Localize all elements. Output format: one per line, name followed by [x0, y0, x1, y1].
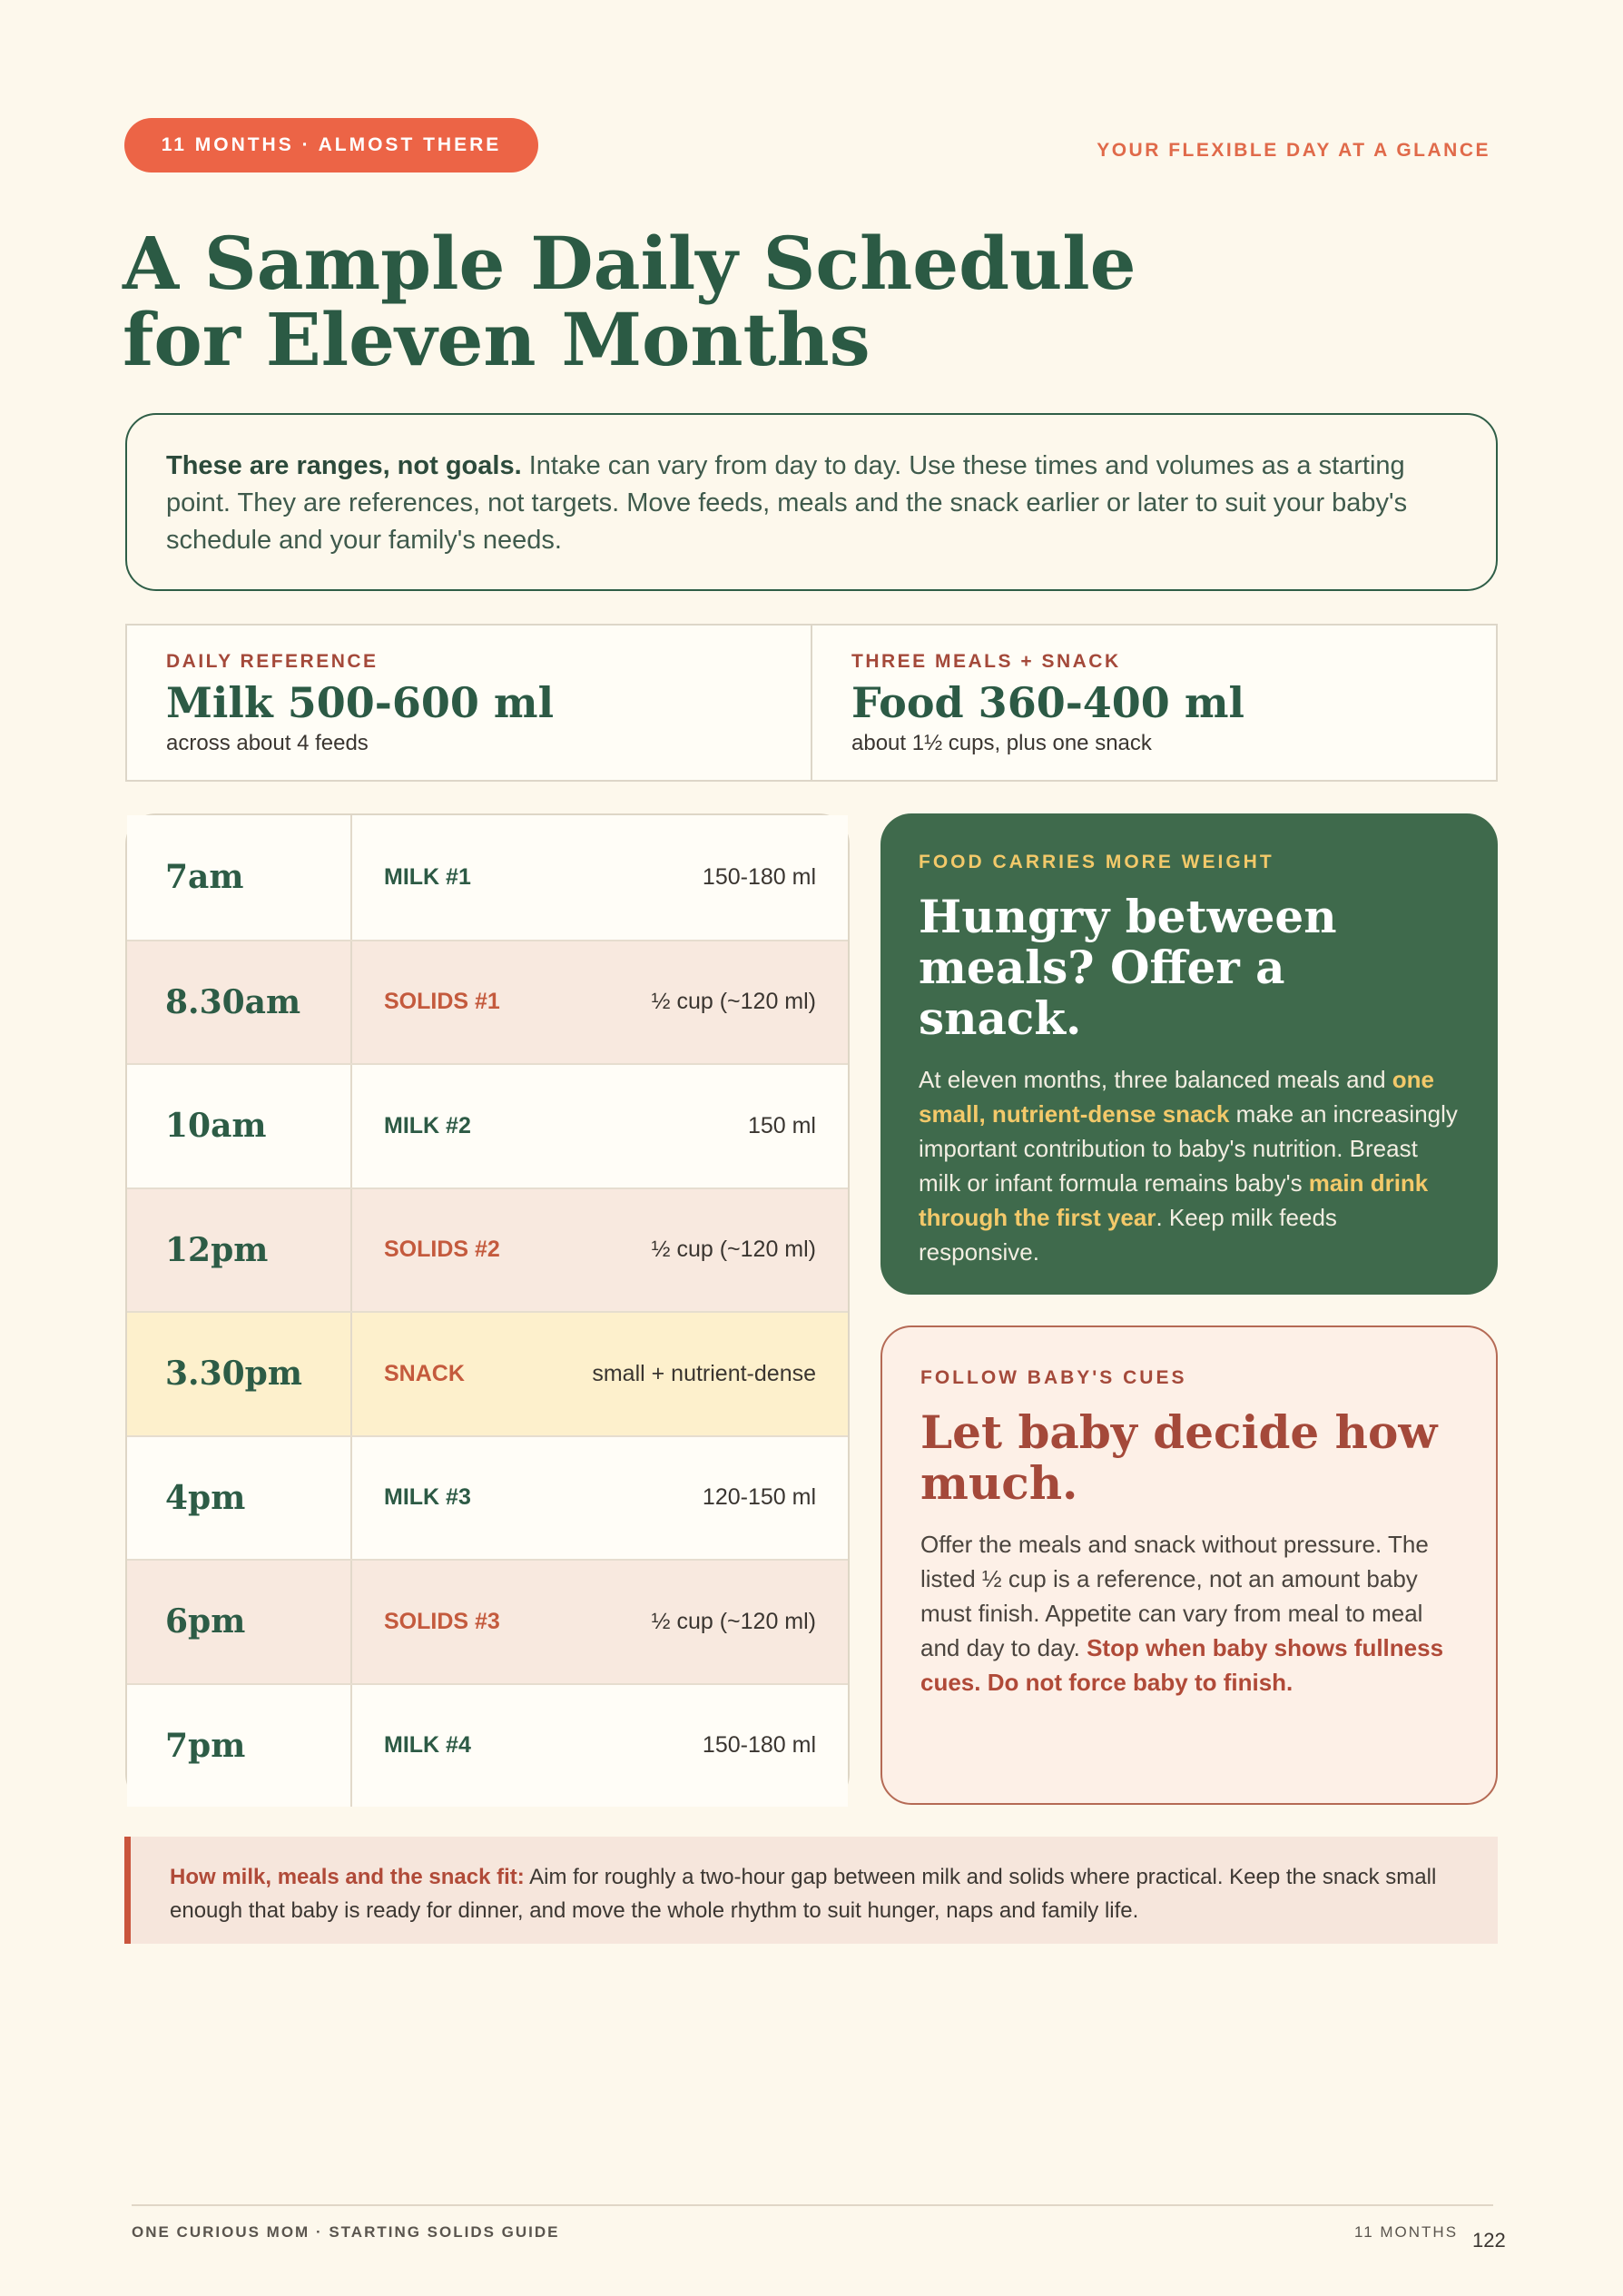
snack-tip-card: [880, 813, 1498, 1295]
row-amount: 150-180 ml: [702, 863, 816, 890]
table-row: [127, 1683, 848, 1808]
card-heading: Let baby decide how much.: [920, 1405, 1438, 1510]
title-line-2: for Eleven Months: [123, 297, 871, 382]
card-kicker: FOOD CARRIES MORE WEIGHT: [919, 852, 1274, 872]
table-row: [127, 815, 848, 940]
row-label: MILK #4: [384, 1732, 471, 1759]
row-time: 4pm: [127, 1437, 352, 1560]
footer-book-title: ONE CURIOUS MOM · STARTING SOLIDS GUIDE: [132, 2223, 560, 2241]
body-text: At eleven months, three balanced meals and: [919, 1066, 1392, 1093]
rhythm-note: [124, 1837, 1498, 1944]
ref-sub: about 1½ cups, plus one snack: [851, 731, 1152, 755]
title-line-1: A Sample Daily Schedule: [123, 221, 1136, 306]
body-text: . Keep milk feeds responsive.: [919, 1204, 1337, 1266]
footer-divider: [132, 2204, 1493, 2206]
card-body: [919, 1062, 1460, 1269]
table-row: [127, 1559, 848, 1683]
ref-label: THREE MEALS + SNACK: [851, 651, 1121, 672]
food-reference: [811, 626, 1496, 780]
intro-text: Intake can vary from day to day. Use these times and volumes as a starting point. They are references, not targets. Move feeds, meals and the snack earlier or later to suit your baby's schedule and your family's needs.: [166, 451, 1408, 555]
row-time: 7am: [127, 815, 352, 940]
row-label: SNACK: [384, 1360, 465, 1386]
schedule-table: [125, 813, 850, 1805]
body-text: Offer the meals and snack without pressure. The listed ½ cup is a reference, not an amount baby must finish. Appetite can vary from meal to meal and day to day.: [920, 1531, 1429, 1661]
body-highlight: one small, nutrient-dense snack: [919, 1066, 1434, 1128]
row-time: 6pm: [127, 1561, 352, 1683]
row-amount: ½ cup (~120 ml): [651, 989, 816, 1015]
ref-label: DAILY REFERENCE: [166, 651, 379, 672]
row-time: 8.30am: [127, 941, 352, 1064]
row-time: 7pm: [127, 1685, 352, 1808]
row-amount: 150-180 ml: [702, 1732, 816, 1759]
row-label: MILK #2: [384, 1112, 471, 1138]
row-amount: 150 ml: [747, 1112, 816, 1138]
table-row: [127, 1311, 848, 1435]
body-highlight: main drink through the first year: [919, 1169, 1429, 1231]
row-time: 12pm: [127, 1189, 352, 1312]
page-number: 122: [1472, 2229, 1506, 2252]
row-amount: ½ cup (~120 ml): [651, 1237, 816, 1263]
age-badge: 11 MONTHS · ALMOST THERE: [124, 118, 538, 172]
intro-note: [125, 413, 1498, 591]
section-tagline: YOUR FLEXIBLE DAY AT A GLANCE: [1097, 140, 1490, 161]
ref-value: Milk 500-600 ml: [166, 678, 555, 727]
table-row: [127, 1063, 848, 1187]
row-label: SOLIDS #2: [384, 1237, 500, 1263]
page-title: [123, 221, 1303, 382]
row-amount: small + nutrient-dense: [592, 1360, 816, 1386]
row-label: MILK #3: [384, 1484, 471, 1511]
body-text: make an increasingly important contribution to baby's nutrition. Breast milk or infant formula remains baby's: [919, 1100, 1458, 1197]
row-time: 10am: [127, 1065, 352, 1187]
row-time: 3.30pm: [127, 1313, 352, 1435]
card-kicker: FOLLOW BABY'S CUES: [920, 1367, 1187, 1388]
footer-section: 11 MONTHS: [1354, 2223, 1459, 2241]
body-highlight: Stop when baby shows fullness cues. Do not force baby to finish.: [920, 1634, 1444, 1696]
row-label: MILK #1: [384, 863, 471, 890]
milk-reference: [127, 626, 811, 780]
table-row: [127, 1435, 848, 1560]
table-row: [127, 1187, 848, 1312]
row-amount: 120-150 ml: [702, 1484, 816, 1511]
note-bold: How milk, meals and the snack fit:: [170, 1865, 525, 1889]
card-body: [920, 1527, 1458, 1700]
daily-reference-panel: [125, 624, 1498, 782]
ref-sub: across about 4 feeds: [166, 731, 369, 755]
ref-value: Food 360-400 ml: [851, 678, 1244, 727]
intro-bold: These are ranges, not goals.: [166, 451, 522, 480]
row-label: SOLIDS #1: [384, 989, 500, 1015]
table-row: [127, 940, 848, 1064]
card-heading: Hungry between meals? Offer a snack.: [919, 890, 1337, 1045]
note-text: Aim for roughly a two-hour gap between milk and solids where practical. Keep the snack small enough that baby is ready for dinner, and move the whole rhythm to suit hunger, naps and family life.: [170, 1865, 1437, 1923]
row-label: SOLIDS #3: [384, 1608, 500, 1634]
cues-tip-card: [880, 1325, 1498, 1805]
row-amount: ½ cup (~120 ml): [651, 1608, 816, 1634]
